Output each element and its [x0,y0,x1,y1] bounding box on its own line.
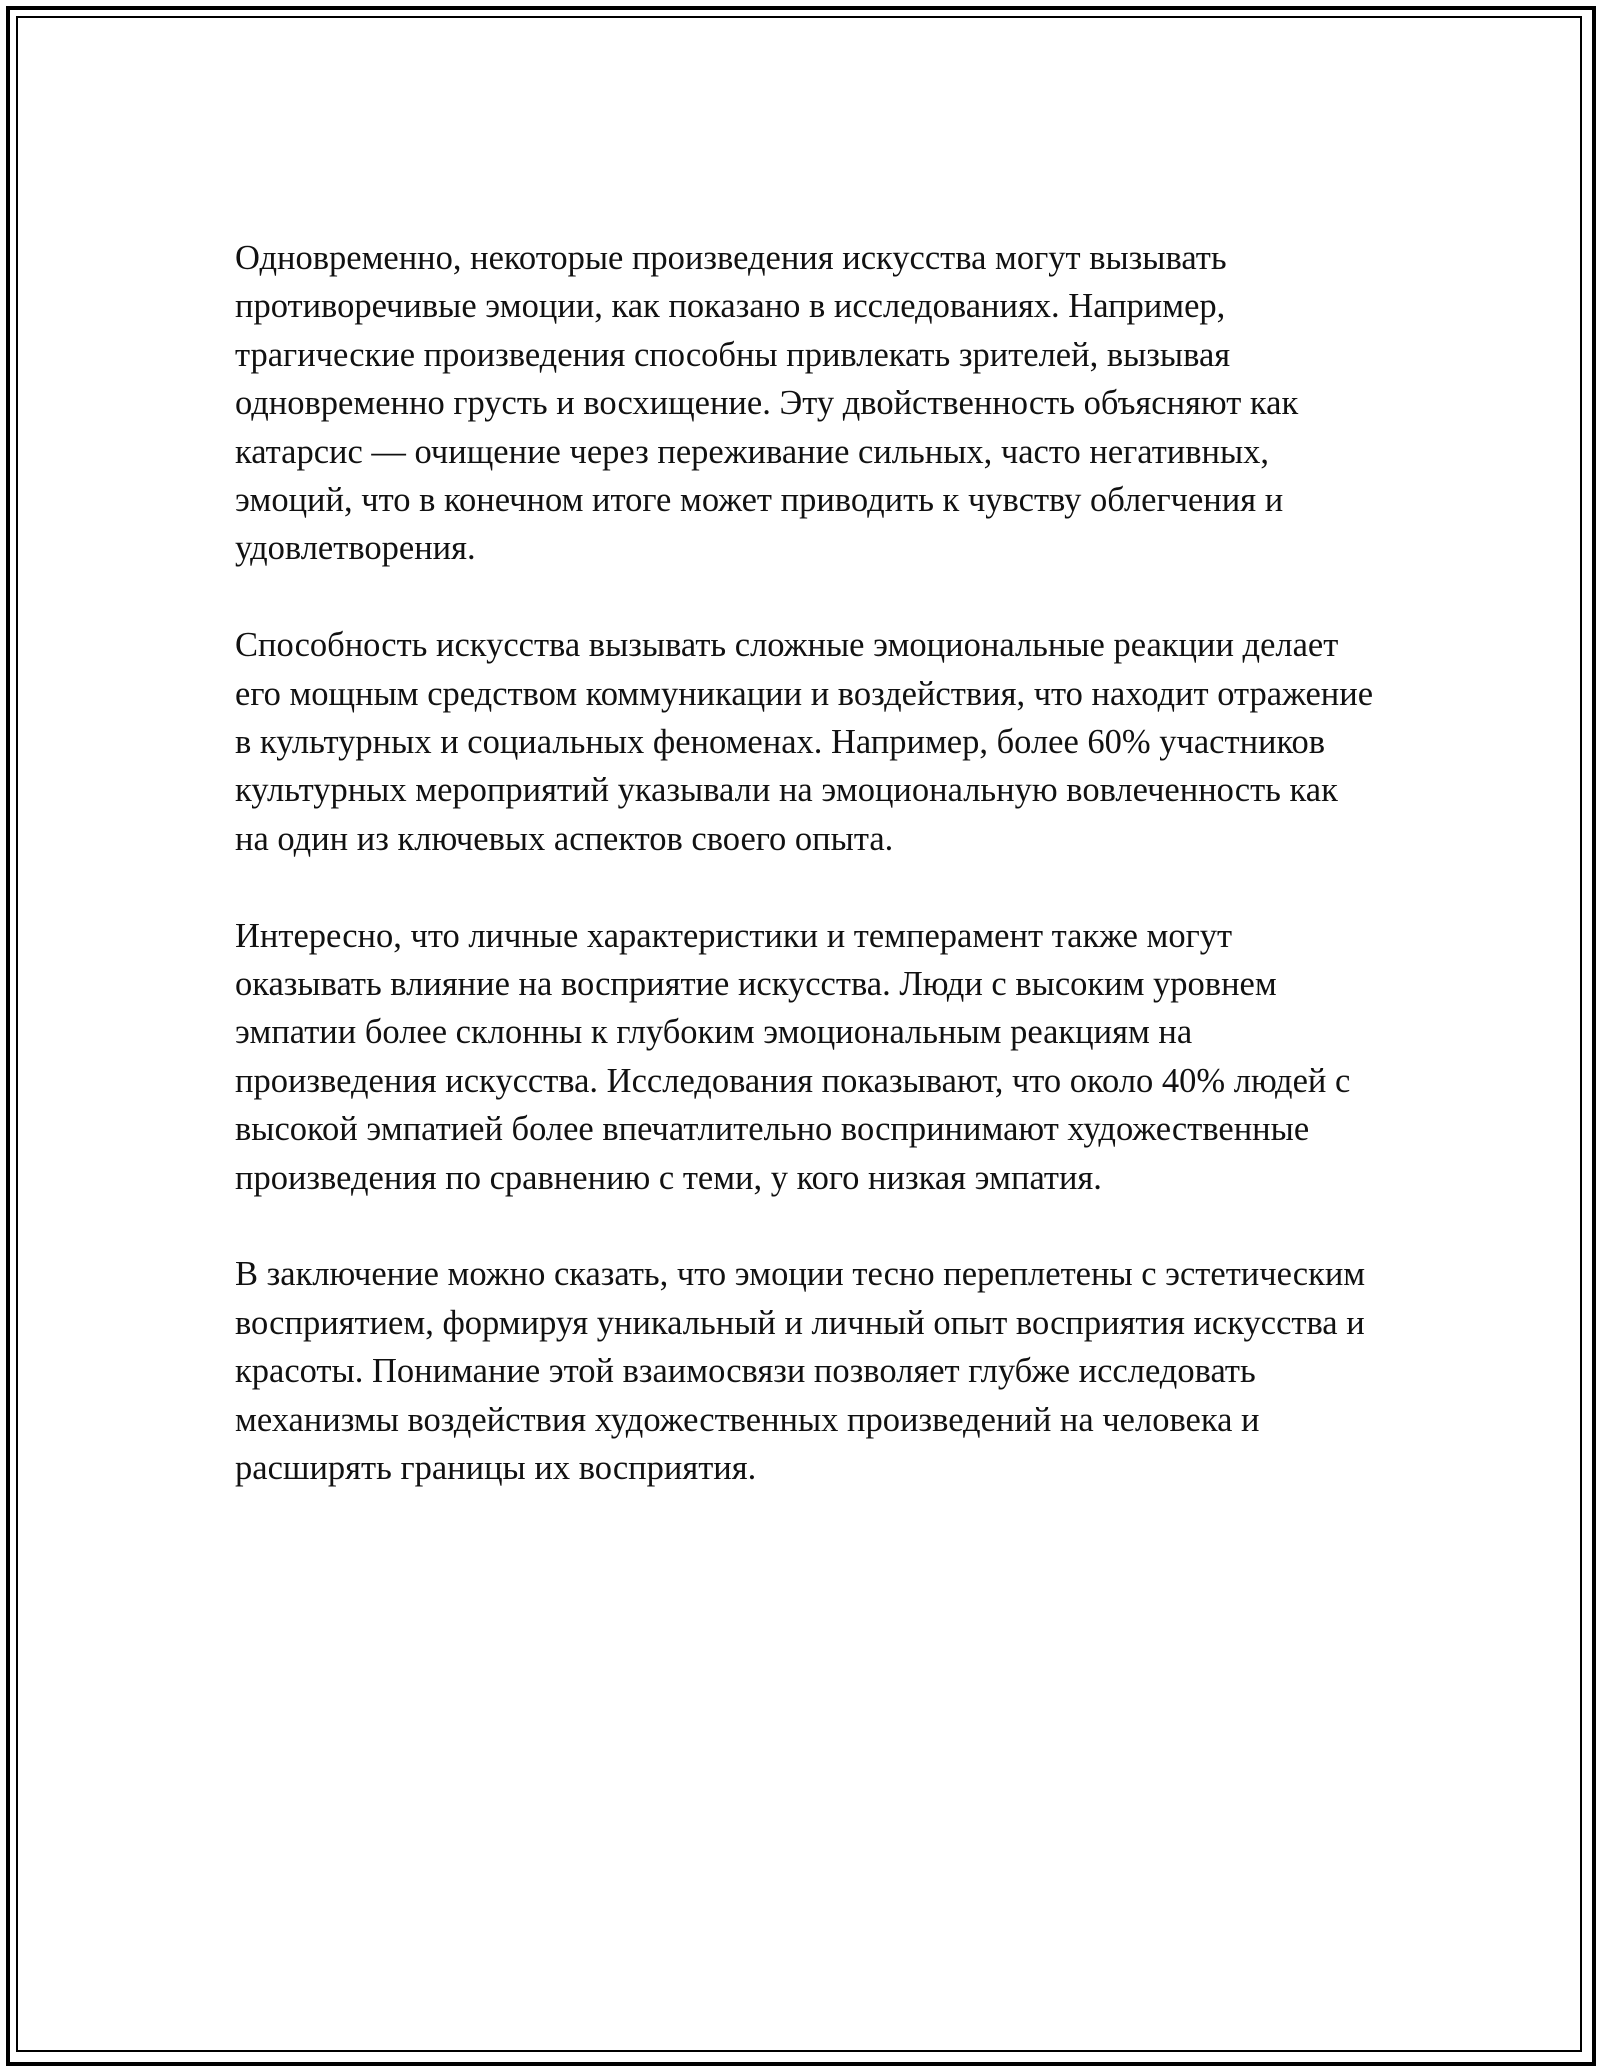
paragraph-empathy: Интересно, что личные характеристики и темперамент также могут оказывать влияние на восприятие искусства. Люди с высоким уровнем эмпатии более склонны к глубоким эмоциональным реакциям на произведения искусства. Исследования показывают, что около 40% людей с высокой эмпатией более впечатлительно воспринимают художественные произведения по сравнению с теми, у кого низкая эмпатия. [235,916,1351,1197]
paragraph-conclusion: В заключение можно сказать, что эмоции тесно переплетены с эстетическим восприятием, формируя уникальный и личный опыт восприятия искусства и красоты. Понимание этой взаимосвязи позволяет глубже исследовать механизмы воздействия художественных произведений на человека и расширять границы их восприятия. [235,1255,1366,1488]
paragraph-catharsis: Одновременно, некоторые произведения искусства могут вызывать противоречивые эмоции, как показано в исследованиях. Например, трагические произведения способны привлекать зрителей, вызывая одновременно грусть и восхищение. Эту двойственность объясняют как катарсис — очищение через переживание сильных, часто негативных, эмоций, что в конечном итоге может приводить к чувству облегчения и удовлетворения. [235,239,1299,568]
paragraph-communication: Способность искусства вызывать сложные эмоциональные реакции делает его мощным средством коммуникации и воздействия, что находит отражение в культурных и социальных феноменах. Например, более 60% участников культурных мероприятий указывали на эмоциональную вовлеченность как на один из ключевых аспектов своего опыта. [235,626,1374,858]
document-body [235,234,1375,1541]
